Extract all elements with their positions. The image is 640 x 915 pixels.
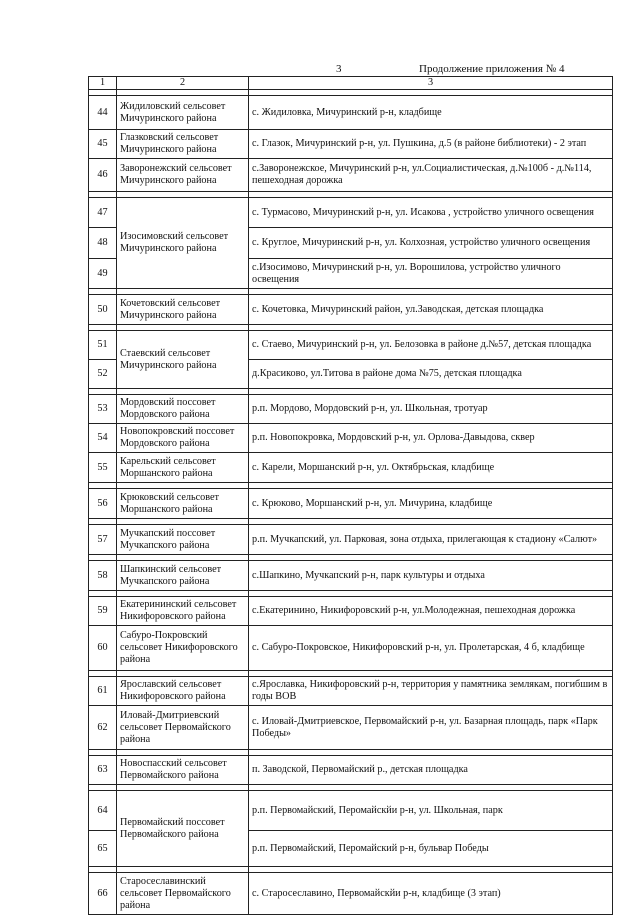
municipality-name: Ярославский сельсовет Никифоровского района (117, 677, 249, 706)
object-description: с. Сабуро-Покровское, Никифоровский р-н, ул. Пролетарская, 4 б, кладбище (249, 626, 613, 671)
row-number: 53 (89, 395, 117, 424)
object-description: с.Изосимово, Мичуринский р-н, ул. Ворошилова, устройство уличного освещения (249, 259, 613, 289)
object-description: с. Жидиловка, Мичуринский р-н, кладбище (249, 96, 613, 130)
row-number: 56 (89, 489, 117, 519)
municipality-name: Старосеславинский сельсовет Первомайского района (117, 873, 249, 915)
table-row (89, 130, 613, 159)
object-description: р.п. Новопокровка, Мордовский р-н, ул. Орлова-Давыдова, сквер (249, 424, 613, 453)
municipality-name: Мордовский поссовет Мордовского района (117, 395, 249, 424)
object-description: р.п. Мордово, Мордовский р-н, ул. Школьная, тротуар (249, 395, 613, 424)
municipality-name: Иловай-Дмитриевский сельсовет Первомайского района (117, 706, 249, 750)
row-number: 62 (89, 706, 117, 750)
municipality-name: Сабуро-Покровский сельсовет Никифоровского района (117, 626, 249, 671)
object-description: с.Ярославка, Никифоровский р-н, территория у памятника землякам, погибшим в годы ВОВ (249, 677, 613, 706)
row-number: 50 (89, 295, 117, 325)
row-number: 44 (89, 96, 117, 130)
municipality-name: Мучкапский поссовет Мучкапского района (117, 525, 249, 555)
object-description: р.п. Мучкапский, ул. Парковая, зона отдыха, прилегающая к стадиону «Салют» (249, 525, 613, 555)
object-description: с. Старосеславино, Первомайскйи р-н, кладбище (3 этап) (249, 873, 613, 915)
object-description: п. Заводской, Первомайский р., детская площадка (249, 756, 613, 785)
municipality-name: Карельский сельсовет Моршанского района (117, 453, 249, 483)
table-row (89, 395, 613, 424)
table-row (89, 756, 613, 785)
row-number: 59 (89, 597, 117, 626)
municipality-name: Новопокровский поссовет Мордовского района (117, 424, 249, 453)
table-row (89, 873, 613, 915)
object-description: с. Глазок, Мичуринский р-н, ул. Пушкина, д.5 (в районе библиотеки) - 2 этап (249, 130, 613, 159)
table-row (89, 597, 613, 626)
object-description: с. Турмасово, Мичуринский р-н, ул. Исакова , устройство уличного освещения (249, 198, 613, 228)
table-row (89, 453, 613, 483)
table-row (89, 331, 613, 360)
table-row (89, 525, 613, 555)
row-number: 64 (89, 791, 117, 831)
column-number-row (89, 77, 613, 90)
object-description: с. Иловай-Дмитриевское, Первомайский р-н, ул. Базарная площадь, парк «Парк Победы» (249, 706, 613, 750)
municipality-name: Кочетовский сельсовет Мичуринского района (117, 295, 249, 325)
object-description: с. Кочетовка, Мичуринский район, ул.Заводская, детская площадка (249, 295, 613, 325)
municipality-name: Екатерининский сельсовет Никифоровского района (117, 597, 249, 626)
table-row (89, 561, 613, 591)
row-number: 60 (89, 626, 117, 671)
municipality-name: Изосимовский сельсовет Мичуринского района (117, 198, 249, 289)
table-row (89, 424, 613, 453)
row-number: 61 (89, 677, 117, 706)
table-row (89, 677, 613, 706)
row-number: 58 (89, 561, 117, 591)
row-number: 57 (89, 525, 117, 555)
municipality-name: Стаевский сельсовет Мичуринского района (117, 331, 249, 389)
table-row (89, 295, 613, 325)
object-description: р.п. Первомайский, Перомайский р-н, бульвар Победы (249, 831, 613, 867)
municipality-name: Первомайский поссовет Первомайского района (117, 791, 249, 867)
object-description: с. Круглое, Мичуринский р-н, ул. Колхозная, устройство уличного освещения (249, 228, 613, 259)
object-description: с.Заворонежское, Мичуринский р-н, ул.Социалистическая, д.№100б - д.№114, пешеходная дорожка (249, 159, 613, 192)
column-header: 2 (117, 77, 249, 90)
row-number: 63 (89, 756, 117, 785)
row-number: 45 (89, 130, 117, 159)
row-number: 49 (89, 259, 117, 289)
table-row (89, 489, 613, 519)
municipality-name: Глазковский сельсовет Мичуринского района (117, 130, 249, 159)
table-row (89, 706, 613, 750)
objects-table (88, 76, 613, 915)
table-row (89, 626, 613, 671)
row-number: 47 (89, 198, 117, 228)
table-row (89, 198, 613, 228)
object-description: с. Карели, Моршанский р-н, ул. Октябрьская, кладбище (249, 453, 613, 483)
object-description: д.Красиково, ул.Титова в районе дома №75, детская площадка (249, 360, 613, 389)
row-number: 48 (89, 228, 117, 259)
row-number: 51 (89, 331, 117, 360)
table-row (89, 96, 613, 130)
page-number: 3 (336, 63, 342, 75)
municipality-name: Жидиловский сельсовет Мичуринского района (117, 96, 249, 130)
appendix-caption: Продолжение приложения № 4 (419, 63, 565, 75)
row-number: 52 (89, 360, 117, 389)
municipality-name: Шапкинский сельсовет Мучкапского района (117, 561, 249, 591)
object-description: с.Шапкино, Мучкапский р-н, парк культуры и отдыха (249, 561, 613, 591)
row-number: 66 (89, 873, 117, 915)
row-number: 54 (89, 424, 117, 453)
object-description: с. Стаево, Мичуринский р-н, ул. Белозовка в районе д.№57, детская площадка (249, 331, 613, 360)
object-description: с.Екатеринино, Никифоровский р-н, ул.Молодежная, пешеходная дорожка (249, 597, 613, 626)
column-header: 1 (89, 77, 117, 90)
table-row (89, 791, 613, 831)
object-description: р.п. Первомайский, Перомайскйи р-н, ул. Школьная, парк (249, 791, 613, 831)
table-row (89, 159, 613, 192)
municipality-name: Крюковский сельсовет Моршанского района (117, 489, 249, 519)
municipality-name: Новоспасский сельсовет Первомайского района (117, 756, 249, 785)
row-number: 65 (89, 831, 117, 867)
column-header: 3 (249, 77, 613, 90)
row-number: 46 (89, 159, 117, 192)
municipality-name: Заворонежский сельсовет Мичуринского района (117, 159, 249, 192)
row-number: 55 (89, 453, 117, 483)
object-description: с. Крюково, Моршанский р-н, ул. Мичурина, кладбище (249, 489, 613, 519)
